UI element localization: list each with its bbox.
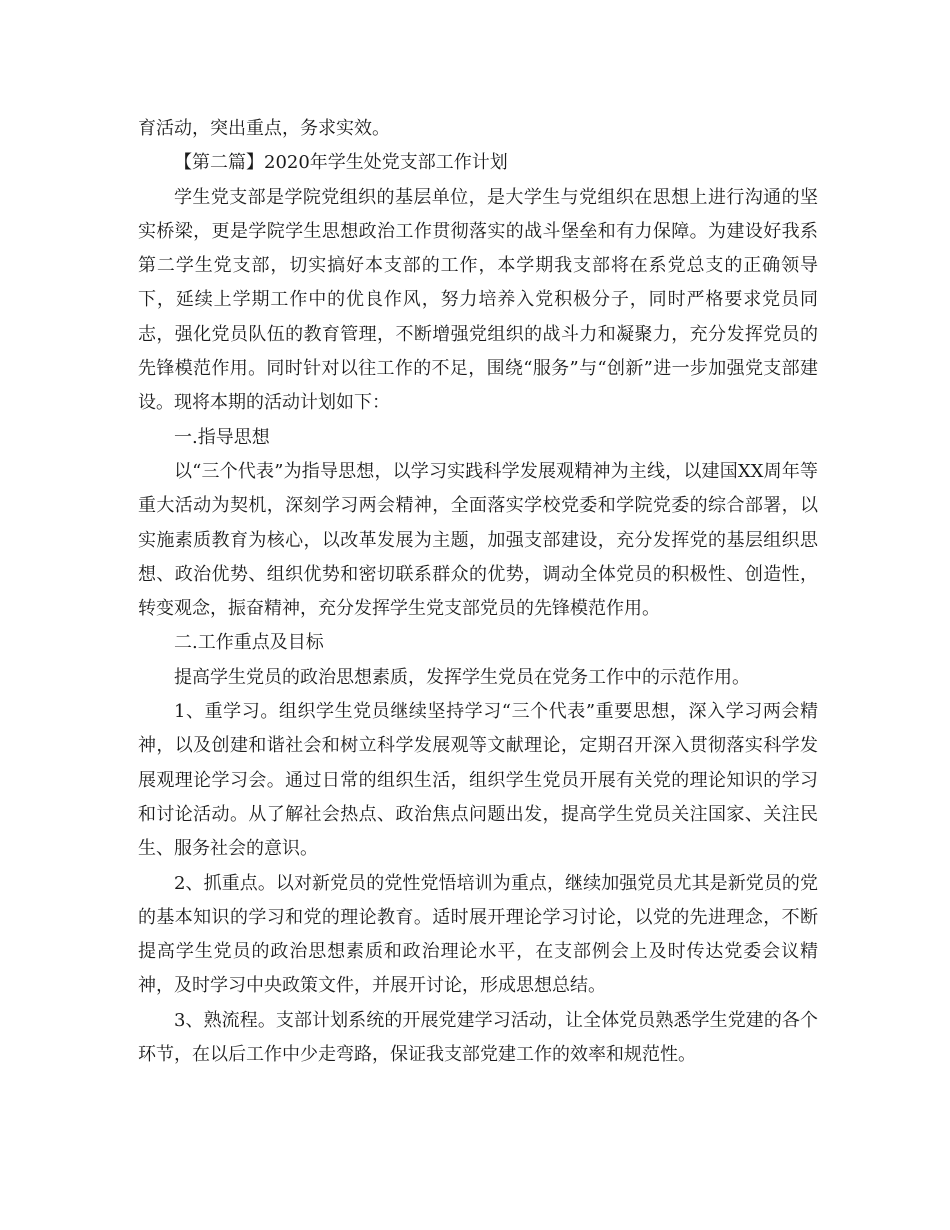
paragraph-item-2: 2、抓重点。以对新党员的党性党悟培训为重点，继续加强党员尤其是新党员的党的基本知识的学习和党的理论教育。适时展开理论学习讨论，以党的先进理念，不断提高学生党员的政治思想素质和政治理论水平，在支部例会上及时传达党委会议精神，及时学习中央政策文件，并展开讨论，形成思想总结。 — [138, 872, 818, 997]
heading-work-focus: 二.工作重点及目标 — [174, 632, 324, 654]
paragraph-guiding-ideology: 以“三个代表”为指导思想，以学习实践科学发展观精神为主线，以建国XX周年等重大活动为契机，深刻学习两会精神，全面落实学校党委和学院党委的综合部署，以实施素质教育为核心，以改革发展为主题，加强支部建设，充分发挥党的基层组织思想、政治优势、组织优势和密切联系群众的优势，调动全体党员的积极性、创造性，转变观念，振奋精神，充分发挥学生党支部党员的先锋模范作用。 — [138, 460, 818, 620]
paragraph-item-1: 1、重学习。组织学生党员继续坚持学习“三个代表”重要思想，深入学习两会精神，以及创建和谐社会和树立科学发展观等文献理论，定期召开深入贯彻落实科学发展观理论学习会。通过日常的组织生活，组织学生党员开展有关党的理论知识的学习和讨论活动。从了解社会热点、政治焦点问题出发，提高学生党员关注国家、关注民生、服务社会的意识。 — [138, 701, 818, 860]
section-title: 【第二篇】2020年学生处党支部工作计划 — [174, 152, 508, 174]
paragraph-item-3: 3、熟流程。支部计划系统的开展党建学习活动，让全体党员熟悉学生党建的各个环节，在以后工作中少走弯路，保证我支部党建工作的效率和规范性。 — [138, 1009, 818, 1066]
document-page — [138, 112, 818, 1072]
paragraph-intro: 学生党支部是学院党组织的基层单位，是大学生与党组织在思想上进行沟通的坚实桥梁，更是学院学生思想政治工作贯彻落实的战斗堡垒和有力保障。为建设好我系第二学生党支部，切实搞好本支部的工作，本学期我支部将在系党总支的正确领导下，延续上学期工作中的优良作风，努力培养入党积极分子，同时严格要求党员同志，强化党员队伍的教育管理，不断增强党组织的战斗力和凝聚力，充分发挥党员的先锋模范作用。同时针对以往工作的不足，围绕“服务”与“创新”进一步加强党支部建设。现将本期的活动计划如下： — [138, 186, 818, 414]
paragraph-continuation: 育活动，突出重点，务求实效。 — [138, 118, 390, 139]
heading-guiding-ideology: 一.指导思想 — [174, 426, 270, 448]
paragraph-work-focus: 提高学生党员的政治思想素质，发挥学生党员在党务工作中的示范作用。 — [174, 666, 750, 688]
